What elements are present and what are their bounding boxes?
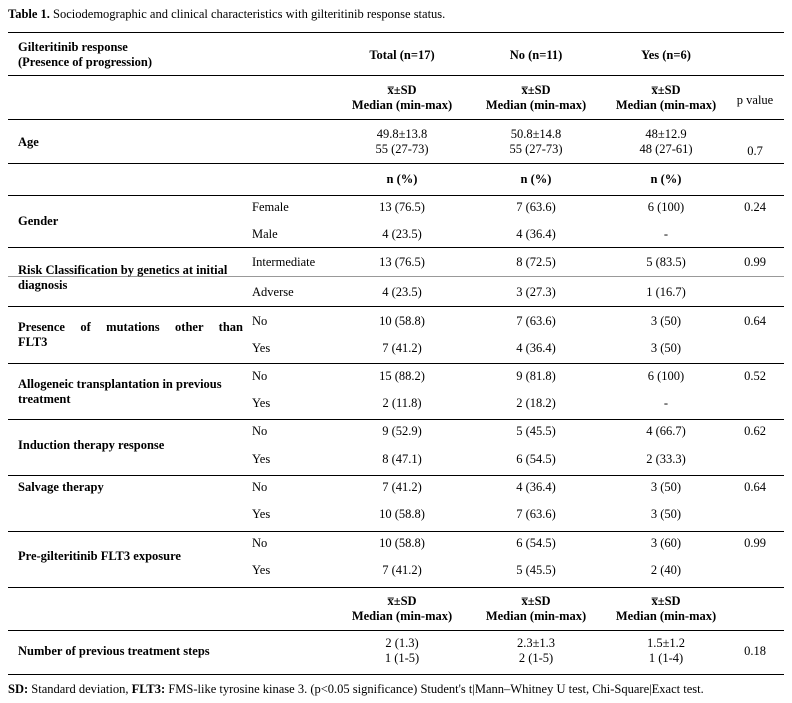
header-line: (Presence of progression) (18, 55, 153, 69)
steps-total-mean: 2 (1.3) (385, 636, 419, 650)
row-sub: No (252, 536, 268, 550)
cell-no: 2 (18.2) (516, 396, 556, 410)
cell-no: 7 (63.6) (516, 507, 556, 521)
row-label (18, 377, 222, 407)
header-line: Gilteritinib response (18, 40, 128, 54)
age-no-mean: 50.8±14.8 (510, 127, 562, 141)
footnote-flt3-label: FLT3: (131, 682, 166, 696)
cell-yes: 6 (100) (647, 369, 685, 383)
cell-no: 3 (27.3) (516, 285, 556, 299)
rule (8, 75, 784, 76)
age-total (342, 127, 462, 157)
steps-yes-mean: 1.5±1.2 (646, 636, 686, 650)
row-sub: No (252, 480, 268, 494)
header-pvalue: p value (736, 93, 774, 107)
stat-line: Median (min-max) (615, 609, 717, 623)
row-label-line: Risk Classification by genetics at initial (18, 263, 228, 277)
steps-yes (606, 636, 726, 666)
row-label (18, 320, 243, 350)
rule (8, 531, 784, 532)
row-sub: Yes (252, 341, 271, 355)
steps-yes-median: 1 (1-4) (648, 651, 684, 665)
row-sub: Male (252, 227, 278, 241)
age-yes-mean: 48±12.9 (645, 127, 687, 141)
cell-no: 6 (54.5) (516, 452, 556, 466)
row-label-line: treatment (18, 392, 71, 406)
row-sub: Yes (252, 396, 271, 410)
cell-yes: 3 (50) (650, 507, 682, 521)
cell-pvalue: 0.99 (744, 536, 766, 550)
stat-header-yes (606, 594, 726, 624)
steps-total (342, 636, 462, 666)
npct-total: n (%) (386, 172, 418, 186)
caption-label: Table 1. (8, 7, 50, 21)
rule (8, 163, 784, 164)
stat-line: x̅±SD (387, 594, 417, 608)
row-sub: Yes (252, 452, 271, 466)
cell-yes: 2 (33.3) (646, 452, 686, 466)
row-label-line: Allogeneic transplantation in previous (18, 377, 222, 391)
stat-line: x̅±SD (521, 594, 551, 608)
rule (8, 419, 784, 420)
cell-total: 4 (23.5) (382, 285, 422, 299)
row-sub: Yes (252, 563, 271, 577)
row-label (18, 263, 227, 293)
footnote-flt3-text: FMS-like tyrosine kinase 3. (p<0.05 significance) Student's t|Mann–Whitney U test, Chi-Square|Exact test. (165, 682, 704, 696)
cell-yes: - (663, 227, 669, 241)
age-pvalue: 0.7 (747, 144, 763, 158)
cell-pvalue: 0.64 (744, 480, 766, 494)
rule (8, 630, 784, 631)
cell-no: 7 (63.6) (516, 200, 556, 214)
header-total: Total (n=17) (369, 48, 435, 62)
cell-yes: 2 (40) (650, 563, 682, 577)
stat-header-total (342, 594, 462, 624)
row-sub: No (252, 314, 268, 328)
age-yes (606, 127, 726, 157)
row-label: Gender (18, 214, 59, 228)
cell-total: 4 (23.5) (382, 227, 422, 241)
cell-total: 7 (41.2) (382, 480, 422, 494)
stat-header-no (476, 83, 596, 113)
age-no (476, 127, 596, 157)
rule (8, 587, 784, 588)
characteristics-table (8, 32, 784, 674)
cell-pvalue: 0.62 (744, 424, 766, 438)
stat-header-no (476, 594, 596, 624)
footnote-sd-text: Standard deviation, (28, 682, 132, 696)
stat-line: x̅±SD (651, 83, 681, 97)
age-label: Age (18, 135, 39, 149)
cell-yes: 3 (50) (650, 314, 682, 328)
stat-line: x̅±SD (387, 83, 417, 97)
stat-header-total (342, 83, 462, 113)
age-total-median: 55 (27-73) (375, 142, 429, 156)
cell-total: 13 (76.5) (379, 200, 425, 214)
footnote-sd-label: SD: (8, 682, 29, 696)
cell-pvalue: 0.52 (744, 369, 766, 383)
cell-no: 6 (54.5) (516, 536, 556, 550)
stat-line: Median (min-max) (485, 98, 587, 112)
row-sub: No (252, 424, 268, 438)
cell-yes: - (663, 396, 669, 410)
row-sub: Intermediate (252, 255, 316, 269)
row-label-line: diagnosis (18, 278, 68, 292)
stat-line: Median (min-max) (351, 609, 453, 623)
cell-no: 4 (36.4) (516, 480, 556, 494)
cell-total: 10 (58.8) (379, 536, 425, 550)
cell-no: 5 (45.5) (516, 424, 556, 438)
steps-no-median: 2 (1-5) (518, 651, 554, 665)
row-label: Salvage therapy (18, 480, 104, 494)
cell-no: 4 (36.4) (516, 341, 556, 355)
cell-yes: 6 (100) (647, 200, 685, 214)
cell-total: 7 (41.2) (382, 563, 422, 577)
cell-total: 10 (58.8) (379, 507, 425, 521)
row-sub: No (252, 369, 268, 383)
table-footnote (8, 682, 704, 697)
header-yes: Yes (n=6) (641, 48, 691, 62)
cell-total: 9 (52.9) (382, 424, 422, 438)
cell-no: 9 (81.8) (516, 369, 556, 383)
stat-line: x̅±SD (651, 594, 681, 608)
header-no: No (n=11) (509, 48, 563, 62)
table-caption (8, 7, 445, 22)
cell-no: 7 (63.6) (516, 314, 556, 328)
cell-yes: 3 (60) (650, 536, 682, 550)
steps-total-median: 1 (1-5) (384, 651, 420, 665)
stat-line: Median (min-max) (485, 609, 587, 623)
rule (8, 674, 784, 675)
row-sub: Female (252, 200, 289, 214)
header-response-label (18, 40, 152, 70)
cell-no: 5 (45.5) (516, 563, 556, 577)
rule (8, 306, 784, 307)
steps-no-mean: 2.3±1.3 (516, 636, 556, 650)
rule (8, 195, 784, 196)
row-label-line: FLT3 (18, 335, 48, 349)
cell-pvalue: 0.99 (744, 255, 766, 269)
steps-no (476, 636, 596, 666)
row-label-line: Presence of mutations other than (18, 320, 243, 334)
row-label: Induction therapy response (18, 438, 165, 452)
cell-yes: 3 (50) (650, 480, 682, 494)
npct-yes: n (%) (650, 172, 682, 186)
cell-yes: 1 (16.7) (646, 285, 686, 299)
cell-pvalue: 0.24 (744, 200, 766, 214)
cell-total: 7 (41.2) (382, 341, 422, 355)
stat-line: x̅±SD (521, 83, 551, 97)
row-label: Pre-gilteritinib FLT3 exposure (18, 549, 181, 563)
stat-header-yes (606, 83, 726, 113)
cell-total: 8 (47.1) (382, 452, 422, 466)
age-total-mean: 49.8±13.8 (376, 127, 428, 141)
caption-text: Sociodemographic and clinical characteristics with gilteritinib response status. (49, 7, 446, 21)
stat-line: Median (min-max) (615, 98, 717, 112)
cell-yes: 3 (50) (650, 341, 682, 355)
cell-pvalue: 0.64 (744, 314, 766, 328)
age-no-median: 55 (27-73) (509, 142, 563, 156)
steps-pvalue: 0.18 (744, 644, 766, 658)
age-yes-median: 48 (27-61) (639, 142, 693, 156)
rule (8, 32, 784, 33)
cell-total: 15 (88.2) (379, 369, 425, 383)
stat-line: Median (min-max) (351, 98, 453, 112)
cell-yes: 4 (66.7) (646, 424, 686, 438)
cell-total: 2 (11.8) (382, 396, 422, 410)
cell-yes: 5 (83.5) (646, 255, 686, 269)
row-sub: Yes (252, 507, 271, 521)
cell-total: 13 (76.5) (379, 255, 425, 269)
rule (8, 119, 784, 120)
rule (8, 247, 784, 248)
rule (8, 363, 784, 364)
npct-no: n (%) (520, 172, 552, 186)
cell-no: 8 (72.5) (516, 255, 556, 269)
cell-total: 10 (58.8) (379, 314, 425, 328)
rule (8, 475, 784, 476)
cell-no: 4 (36.4) (516, 227, 556, 241)
row-sub: Adverse (252, 285, 294, 299)
steps-label: Number of previous treatment steps (18, 644, 210, 658)
